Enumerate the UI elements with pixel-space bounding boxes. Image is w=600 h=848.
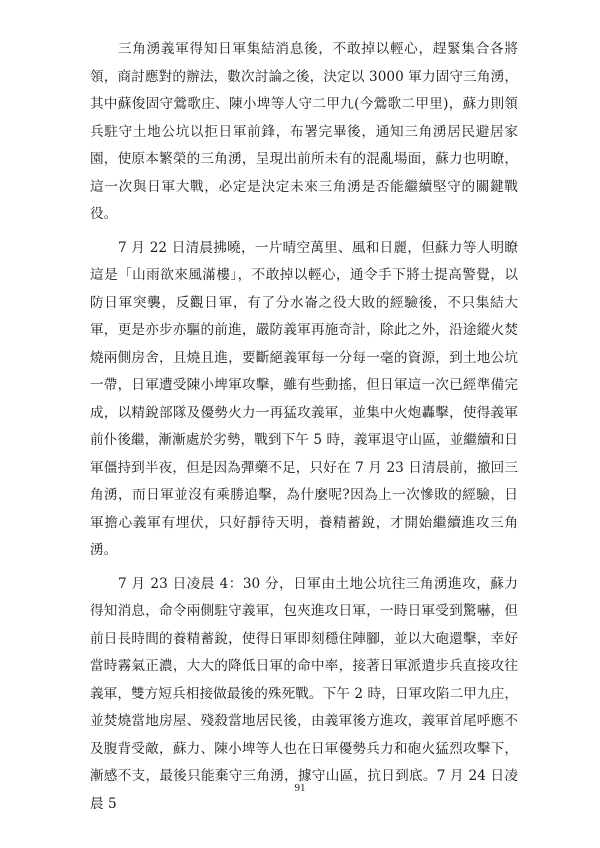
paragraph-3: 7 月 23 日凌晨 4：30 分，日軍由土地公坑往三角湧進攻，蘇力得知消息，命令兩側駐守義軍，包夾進攻日軍，一時日軍受到驚嚇，但前日長時間的養精蓄銳，使得日軍即刻穩住陣腳，並以大砲還擊，幸好當時霧氣正濃，大大的降低日軍的命中率，接著日軍派遣步兵直接攻往義軍，雙方短兵相接做最後的殊死戰。下午 2 時，日軍攻陷二甲九庄，並焚燒當地房屋、殘殺當地居民後，由義軍後方進攻，義軍首尾呼應不及腹背受敵，蘇力、陳小埤等人也在日軍優勢兵力和砲火猛烈攻擊下，漸感不支，最後只能棄守三角湧，據守山區，抗日到底。7 月 24 日凌晨 5 — [90, 575, 518, 812]
page-number: 91 — [294, 782, 306, 794]
page-body — [90, 36, 518, 824]
paragraph-1: 三角湧義軍得知日軍集結消息後，不敢掉以輕心，趕緊集合各將領，商討應對的辦法，數次討論之後，決定以 3000 軍力固守三角湧，其中蘇俊固守鶯歌庄、陳小埤等人守二甲九(今鶯歌二甲里)，蘇力則領兵駐守土地公坑以拒日軍前鋒，布署完畢後，通知三角湧居民避居家園，使原本繁榮的三角湧，呈現出前所未有的混亂場面，蘇力也明瞭，這一次與日軍大戰，必定是決定未來三角湧是否能繼續堅守的關鍵戰役。 — [90, 41, 518, 222]
paragraph-2: 7 月 22 日清晨拂曉，一片晴空萬里、風和日麗，但蘇力等人明瞭這是「山雨欲來風滿樓」，不敢掉以輕心，通令手下將士提高警覺，以防日軍突襲，反觀日軍，有了分水崙之役大敗的經驗後，不只集結大軍，更是亦步亦驅的前進，嚴防義軍再施奇計，除此之外，沿途縱火焚燒兩側房舍，且燒且進，要斷絕義軍每一分每一毫的資源，到土地公坑一帶，日軍遭受陳小埤軍攻擊，雖有些動搖，但日軍這一次已經準備完成，以精銳部隊及優勢火力一再猛攻義軍，並集中火炮轟擊，使得義軍前仆後繼，漸漸處於劣勢，戰到下午 5 時，義軍退守山區，並繼續和日軍僵持到半夜，但是因為彈藥不足，只好在 7 月 23 日清晨前，撤回三角湧，而日軍並沒有乘勝追擊，為什麼呢?因為上一次慘敗的經驗，日軍擔心義軍有埋伏，只好靜待天明，養精蓄銳，才開始繼續進攻三角湧。 — [90, 239, 518, 558]
